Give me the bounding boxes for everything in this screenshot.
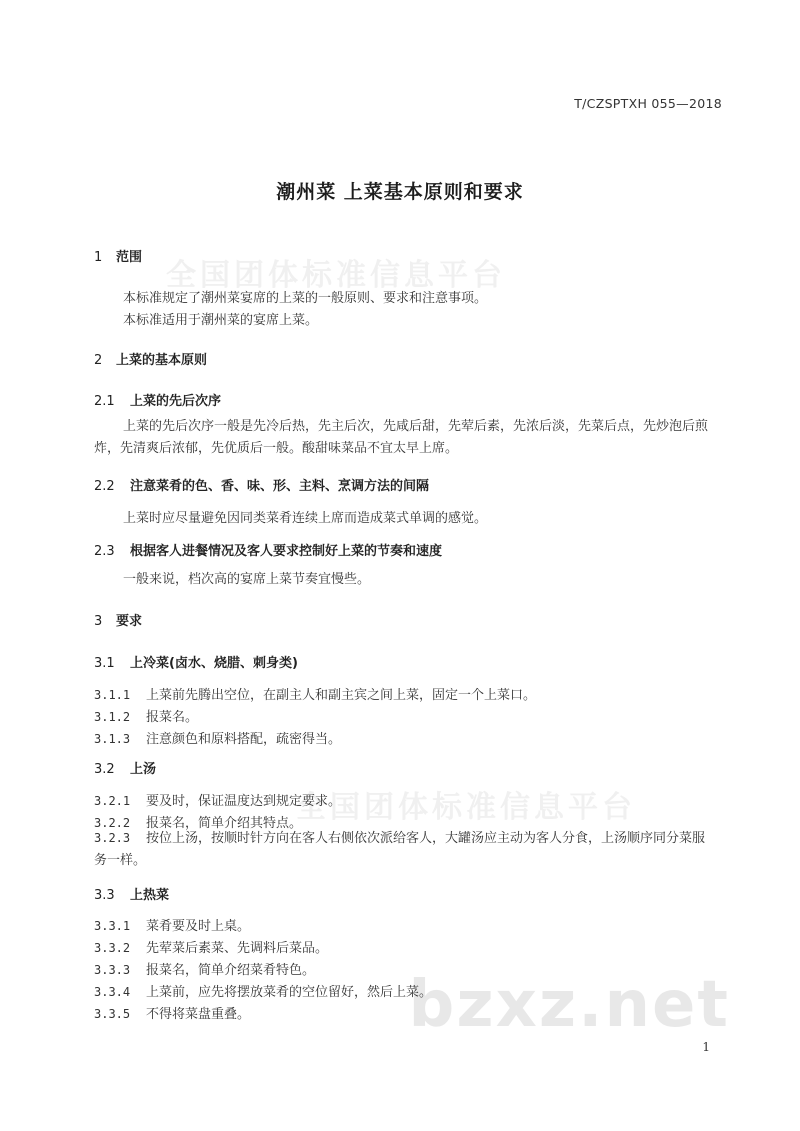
item-number: 3.2.1 <box>94 794 131 808</box>
paragraph: 一般来说，档次高的宴席上菜节奏宜慢些。 <box>123 572 371 587</box>
item-text: 上菜前先腾出空位，在副主人和副主宾之间上菜，固定一个上菜口。 <box>146 688 537 703</box>
section-number: 2 <box>94 353 103 368</box>
list-item <box>94 959 315 978</box>
item-text: 上菜前，应先将摆放菜肴的空位留好，然后上菜。 <box>146 985 433 1000</box>
item-text: 报菜名，简单介绍其特点。 <box>146 816 303 831</box>
standard-code: T/CZSPTXH 055—2018 <box>574 96 722 111</box>
section-title: 要求 <box>116 614 143 629</box>
paragraph: 上菜时应尽量避免因同类菜肴连续上席而造成菜式单调的感觉。 <box>123 511 488 526</box>
item-number: 3.2.3 <box>94 831 131 845</box>
subsection-number: 2.2 <box>94 479 115 494</box>
paragraph: 本标准适用于潮州菜的宴席上菜。 <box>123 313 319 328</box>
list-item <box>94 706 198 725</box>
watermark-text: 全国团体标准信息平台 <box>166 258 506 293</box>
item-number: 3.3.1 <box>94 919 131 933</box>
page-number: 1 <box>702 1040 710 1054</box>
subsection-heading <box>94 758 156 777</box>
item-text: 报菜名，简单介绍菜肴特色。 <box>146 963 316 978</box>
subsection-number: 3.1 <box>94 656 115 671</box>
item-text: 按位上汤，按顺时针方向在客人右侧依次派给客人，大罐汤应主动为客人分食，上汤顺序同分菜服务一样。 <box>94 831 706 868</box>
subsection-number: 2.1 <box>94 394 115 409</box>
subsection-heading <box>94 652 298 671</box>
item-text: 不得将菜盘重叠。 <box>146 1007 251 1022</box>
list-item <box>94 937 328 956</box>
item-number: 3.1.1 <box>94 688 131 702</box>
paragraph: 上菜的先后次序一般是先冷后热，先主后次，先咸后甜，先荤后素，先浓后淡，先菜后点，先炒泡后煎炸，先清爽后浓郁，先优质后一般。酸甜味菜品不宜太早上席。 <box>94 419 709 456</box>
list-item <box>94 728 341 747</box>
section-heading <box>94 246 142 265</box>
subsection-title: 注意菜肴的色、香、味、形、主料、烹调方法的间隔 <box>130 479 430 494</box>
subsection-number: 2.3 <box>94 544 115 559</box>
subsection-title: 上热菜 <box>130 888 170 903</box>
section-heading <box>94 610 142 629</box>
item-text: 先荤菜后素菜、先调料后菜品。 <box>146 941 329 956</box>
item-number: 3.3.4 <box>94 985 131 999</box>
subsection-heading <box>94 390 221 409</box>
item-number: 3.2.2 <box>94 816 131 830</box>
subsection-title: 上汤 <box>130 762 157 777</box>
section-heading <box>94 349 207 368</box>
list-item <box>94 684 536 703</box>
subsection-number: 3.3 <box>94 888 115 903</box>
section-number: 3 <box>94 614 103 629</box>
item-text: 注意颜色和原料搭配，疏密得当。 <box>146 732 342 747</box>
list-item <box>94 915 250 934</box>
subsection-heading <box>94 884 169 903</box>
section-title: 范围 <box>116 250 143 265</box>
item-number: 3.3.2 <box>94 941 131 955</box>
item-number: 3.3.3 <box>94 963 131 977</box>
document-title: 潮州菜 上菜基本原则和要求 <box>276 181 524 203</box>
list-item <box>94 827 714 872</box>
subsection-heading <box>94 475 429 494</box>
item-text: 报菜名。 <box>146 710 199 725</box>
list-item <box>94 1003 250 1022</box>
item-number: 3.3.5 <box>94 1007 131 1021</box>
subsection-title: 上菜的先后次序 <box>130 394 222 409</box>
subsection-title: 上冷菜(卤水、烧腊、刺身类) <box>130 656 298 671</box>
item-text: 菜肴要及时上桌。 <box>146 919 251 934</box>
subsection-heading <box>94 540 442 559</box>
list-item <box>94 981 432 1000</box>
watermark-text: 全国团体标准信息平台 <box>296 790 636 825</box>
item-number: 3.1.2 <box>94 710 131 724</box>
paragraph: 本标准规定了潮州菜宴席的上菜的一般原则、要求和注意事项。 <box>123 291 488 306</box>
item-text: 要及时，保证温度达到规定要求。 <box>146 794 342 809</box>
subsection-title: 根据客人进餐情况及客人要求控制好上菜的节奏和速度 <box>130 544 443 559</box>
item-number: 3.1.3 <box>94 732 131 746</box>
list-item <box>94 790 341 809</box>
subsection-number: 3.2 <box>94 762 115 777</box>
site-watermark: bzxz.net <box>408 968 730 1042</box>
section-number: 1 <box>94 250 103 265</box>
section-title: 上菜的基本原则 <box>116 353 208 368</box>
